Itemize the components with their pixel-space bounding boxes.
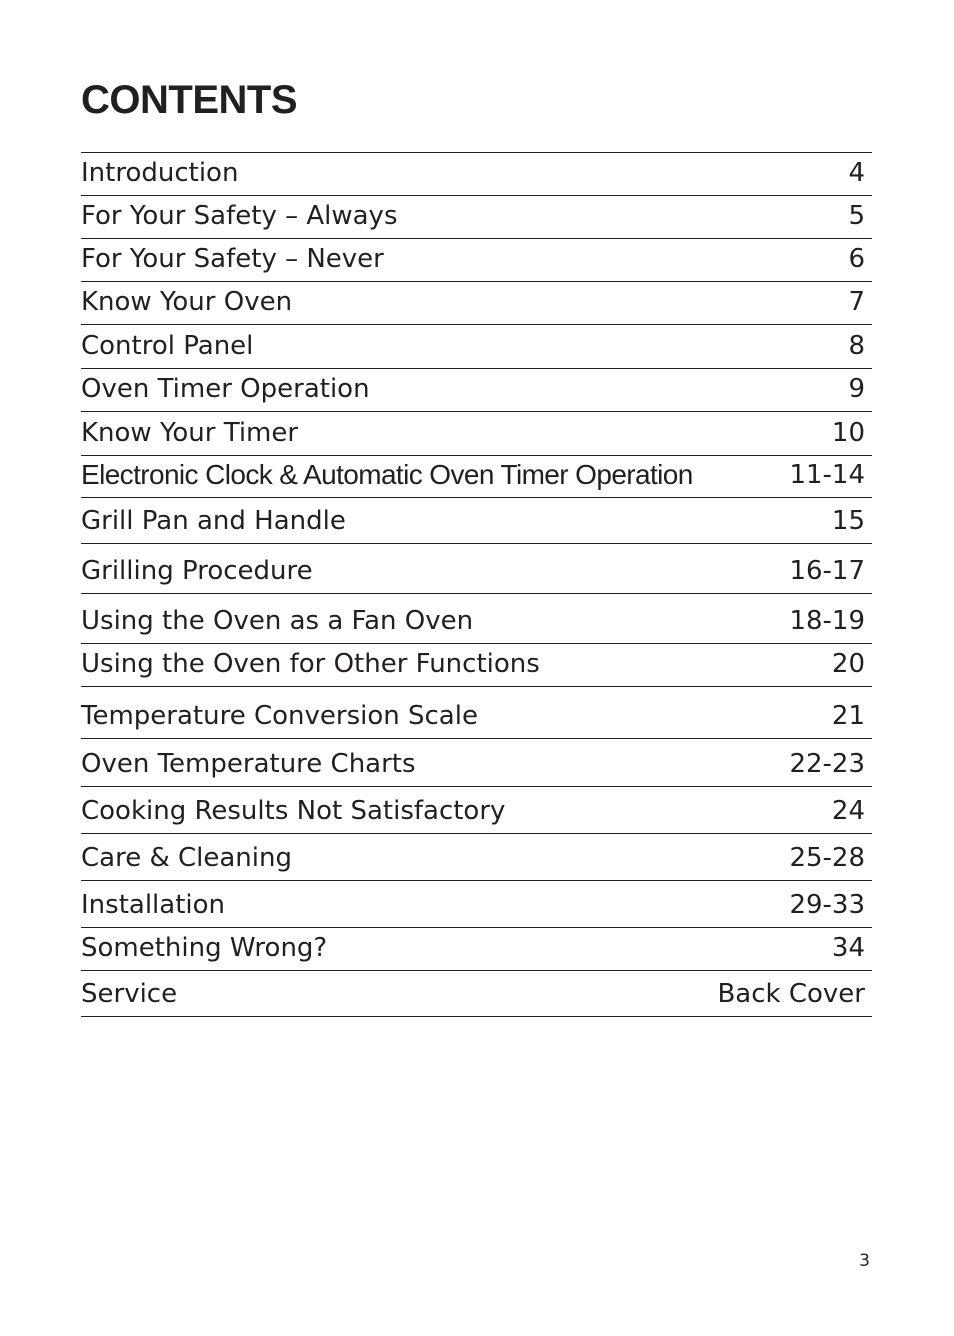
toc-entry-safety-always[interactable] [81,196,872,239]
toc-entry-care-cleaning[interactable] [81,834,872,881]
toc-entry-page: 10 [831,418,865,448]
toc-entry-label: Using the Oven for Other Functions [81,649,540,679]
toc-entry-page: Back Cover [717,979,865,1009]
table-of-contents [81,152,872,1017]
toc-entry-page: 5 [848,201,865,231]
toc-entry-temperature-conversion[interactable] [81,687,872,739]
toc-entry-label: Know Your Timer [81,418,299,448]
toc-entry-temperature-charts[interactable] [81,739,872,787]
toc-entry-grill-pan[interactable] [81,498,872,544]
toc-entry-page: 15 [831,506,865,536]
toc-entry-label: Know Your Oven [81,287,293,317]
toc-entry-other-functions[interactable] [81,644,872,687]
toc-entry-label: Oven Temperature Charts [81,749,416,779]
toc-entry-know-your-timer[interactable] [81,412,872,456]
toc-entry-label: Electronic Clock & Automatic Oven Timer Operation [81,459,693,490]
toc-entry-label: Grill Pan and Handle [81,506,346,536]
toc-entry-page: 22-23 [789,749,865,779]
toc-entry-page: 18-19 [789,606,865,636]
toc-entry-page: 9 [848,374,865,404]
toc-entry-label: Installation [81,890,226,920]
toc-entry-introduction[interactable] [81,153,872,196]
toc-entry-page: 34 [831,933,865,963]
toc-entry-label: Control Panel [81,331,254,361]
toc-entry-fan-oven[interactable] [81,594,872,644]
toc-entry-page: 8 [848,331,865,361]
toc-entry-oven-timer-operation[interactable] [81,369,872,412]
toc-entry-label: Something Wrong? [81,933,328,963]
page-number: 3 [859,1251,870,1271]
toc-entry-control-panel[interactable] [81,325,872,369]
toc-entry-page: 20 [831,649,865,679]
page-title: CONTENTS [81,78,297,122]
toc-entry-safety-never[interactable] [81,239,872,282]
toc-entry-label: Grilling Procedure [81,556,313,586]
toc-entry-cooking-results[interactable] [81,787,872,834]
toc-entry-page: 4 [848,158,865,188]
toc-entry-page: 21 [831,701,865,731]
toc-entry-page: 29-33 [789,890,865,920]
toc-entry-page: 24 [831,796,865,826]
toc-entry-label: Temperature Conversion Scale [81,701,478,731]
toc-entry-label: Service [81,979,178,1009]
toc-entry-page: 7 [848,287,865,317]
toc-entry-label: Care & Cleaning [81,843,292,873]
toc-entry-page: 16-17 [789,556,865,586]
toc-entry-electronic-clock[interactable] [81,456,872,498]
toc-entry-service[interactable] [81,971,872,1017]
toc-entry-label: Using the Oven as a Fan Oven [81,606,474,636]
toc-entry-label: Introduction [81,158,239,188]
toc-entry-know-your-oven[interactable] [81,282,872,325]
toc-entry-something-wrong[interactable] [81,928,872,971]
toc-entry-page: 11-14 [789,460,865,490]
toc-entry-label: Oven Timer Operation [81,374,370,404]
toc-entry-page: 25-28 [789,843,865,873]
toc-entry-label: Cooking Results Not Satisfactory [81,796,506,826]
toc-entry-installation[interactable] [81,881,872,928]
toc-entry-label: For Your Safety – Never [81,244,384,274]
toc-entry-label: For Your Safety – Always [81,201,398,231]
toc-entry-grilling-procedure[interactable] [81,544,872,594]
toc-entry-page: 6 [848,244,865,274]
